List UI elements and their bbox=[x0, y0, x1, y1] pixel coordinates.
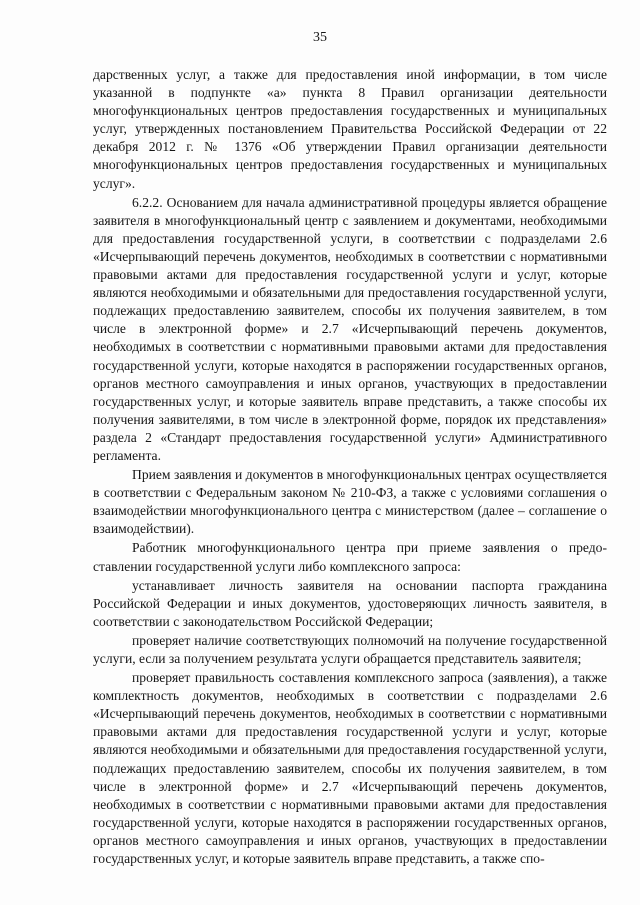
paragraph-worker: Работник многофункционального центра при приеме заявления о предоставлении государственной услуги либо комплексного запроса: bbox=[93, 540, 607, 574]
paragraph-authority: проверяет наличие соответствующих полномочий на получение государственной услуги, если за получением результата услуги обращается представитель заявителя; bbox=[93, 632, 607, 666]
body-text bbox=[93, 66, 607, 868]
paragraph-identity: устанавливает личность заявителя на основании паспорта гражданина Российской Федерации и иных документов, удостоверяющих личность заявителя, в соответствии с законодательством Российской Федерации; bbox=[93, 577, 607, 629]
paragraph-6-2-2: 6.2.2. Основанием для начала административной процедуры является обращение заявителя в многофункциональный центр с заявлением и документами, необходимыми для предоставления государственной услуги, в соответствии с подразделами 2.6 «Исчерпывающий перечень документов, необходимых в соответствии с нормативными правовыми актами для предоставления государственной услуги и услуг, которые являются необходимыми и обязательными для предоставления государственной услуги, подлежащих предоставлению заявителем, способы их получения заявителем, в том числе в электронной форме» и 2.7 «Исчерпывающий перечень документов, необходимых в соответствии с нормативными правовыми актами для предоставления государственной услуги, которые находятся в распоряжении государственных органов, органов местного самоуправления и иных органов, участвующих в предоставлении государственных услуг, и которые заявитель вправе представить, а также способы их получения заявителями, в том числе в электронной форме, порядок их представления» раздела 2 «Стандарт предоставления государственной услуги» Административного регламента. bbox=[93, 194, 607, 463]
paragraph-reception: Прием заявления и документов в многофункциональных центрах осуществляется в соответствии с Федеральным законом № 210-ФЗ, а также с условиями соглашения о взаимодействии многофункционального центра с министерством (далее – соглашение о взаимодействии). bbox=[93, 467, 607, 537]
page-number: 35 bbox=[313, 30, 327, 45]
paragraph-completeness: проверяет правильность составления комплексного запроса (заявления), а также комплектность документов, необходимых в соответствии с подразделами 2.6 «Исчерпывающий перечень документов, необходимых в соответствии с нормативными правовыми актами для предоставления государственной услуги и услуг, которые являются необходимыми и обязательными для предоставления государственной услуги, подлежащих предоставлению заявителем, способы их получения заявителем, в том числе в электронной форме» и 2.7 «Исчерпывающий перечень документов, необходимых в соответствии с нормативными правовыми актами для предоставления государственной услуги, которые находятся в распоряжении государственных органов, органов местного самоуправления и иных органов, участвующих в предоставлении государственных услуг, и которые заявитель вправе представить, а также спо- bbox=[93, 670, 607, 867]
paragraph-continuation: дарственных услуг, а также для предоставления иной информации, в том числе указанной в подпункте «а» пункта 8 Правил организации деятельности многофункциональных центров предоставления государственных и муниципальных услуг, утвержденных постановлением Правительства Российской Федерации от 22 декабря 2012 г. № 1376 «Об утверждении Правил организации деятельности многофункциональных центров предоставления государственных и муниципальных услуг». bbox=[93, 67, 607, 191]
